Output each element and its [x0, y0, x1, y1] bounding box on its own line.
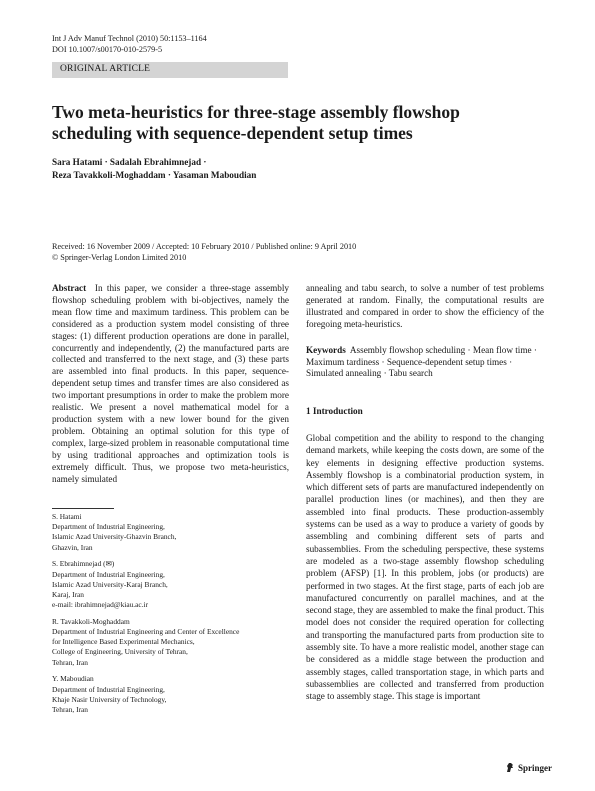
keywords-label: Keywords — [306, 344, 346, 355]
affiliation-line: Department of Industrial Engineering and Center of Excellence — [52, 627, 240, 637]
affiliation-hatami — [52, 512, 289, 553]
journal-reference — [52, 33, 207, 55]
footnote-divider — [52, 508, 114, 509]
affiliation-line: for Intelligence Based Experimental Mechanics, — [52, 637, 195, 647]
affiliation-tavakkoli — [52, 617, 289, 668]
right-column — [306, 283, 544, 380]
affiliation-name: Y. Maboudian — [52, 674, 94, 684]
affiliation-name: S. Ebrahimnejad (✉) — [52, 559, 115, 569]
affiliation-maboudian — [52, 674, 289, 715]
affiliation-email[interactable]: e-mail: ibrahimnejad@kiau.ac.ir — [52, 600, 149, 610]
affiliation-name: R. Tavakkoli-Moghaddam — [52, 616, 130, 626]
affiliation-line: Tehran, Iran — [52, 704, 89, 714]
keywords-text: Assembly flowshop scheduling · Mean flow time · Maximum tardiness · Sequence-dependent setup times · Simulated annealing · Tabu search — [306, 344, 537, 379]
author-line-2: Reza Tavakkoli-Moghaddam · Yasaman Maboudian — [52, 170, 257, 180]
section-heading-introduction: 1 Introduction — [306, 406, 363, 416]
author-list — [52, 156, 256, 182]
keywords — [306, 345, 544, 381]
affiliation-line: Ghazvin, Iran — [52, 542, 93, 552]
article-type-banner — [52, 62, 288, 78]
affiliation-line: Khaje Nasir University of Technology, — [52, 694, 167, 704]
article-type-label: ORIGINAL ARTICLE — [60, 64, 151, 74]
affiliation-ebrahimnejad — [52, 559, 289, 610]
doi: DOI 10.1007/s00170-010-2579-5 — [52, 45, 163, 54]
author-line-1: Sara Hatami · Sadalah Ebrahimnejad · — [52, 157, 207, 167]
affiliation-line: Islamic Azad University-Karaj Branch, — [52, 579, 168, 589]
paper-title: Two meta-heuristics for three-stage assembly flowshop scheduling with sequence-dependent setup times — [52, 102, 460, 143]
publication-dates — [52, 241, 356, 263]
affiliation-line: Department of Industrial Engineering, — [52, 684, 165, 694]
affiliations — [52, 512, 289, 722]
affiliation-name: S. Hatami — [52, 512, 82, 521]
affiliation-line: Department of Industrial Engineering, — [52, 522, 165, 532]
publisher-name: Springer — [518, 762, 553, 773]
introduction-text: Global competition and the ability to respond to the changing demand markets, while keeping the costs down, are some of the key elements in designing effective production systems. Assembly flowshop is a combinatorial production system, in which different sets of parts are manufactured independently on parallel production lines (or machines), and then they are assembled into final products. These production-assembly systems can be used as a way to produce a variety of goods by assembling and combining different sets of parts and subassemblies. From the scheduling perspective, these systems are modeled as a two-stage assembly flowshop scheduling problem (AFSP) [1]. In this problem, jobs (or products) are performed in two stages. At the first stage, parts of each job are manufactured concurrently on parallel machines, and at the second stage, they are assembled to make the final product. This model does not consider the required operation for collecting and transporting the manufactured parts from production site to assembly site. To have a more realistic model, another stage can be considered as a middle stage between the production and assembly stages, called transportation stage, in which parts and subassemblies are collected and transferred from production stage to assembly stage. This stage is important — [306, 433, 544, 702]
horse-icon — [505, 762, 515, 773]
affiliation-line: Karaj, Iran — [52, 589, 85, 599]
received-accepted-dates: Received: 16 November 2009 / Accepted: 10 February 2010 / Published online: 9 April 2010 — [52, 242, 357, 251]
abstract — [52, 283, 289, 485]
publisher-logo — [505, 762, 552, 773]
abstract-label: Abstract — [52, 283, 87, 293]
affiliation-line: Tehran, Iran — [52, 657, 89, 667]
copyright-notice: © Springer-Verlag London Limited 2010 — [52, 253, 187, 262]
journal-citation: Int J Adv Manuf Technol (2010) 50:1153–1164 — [52, 34, 207, 43]
abstract-text: In this paper, we consider a three-stage assembly flowshop scheduling problem with bi-objectives, namely the mean flow time and maximum tardiness. This problem can be considered as a production system model consisting of three stages: (1) different production operations are done in parallel, concurrently and independently, (2) the manufactured parts are collected and transferred to the next stage, and (3) these parts are assembled into final products. In this paper, sequence-dependent setup times and transfer times are also considered as two important presumptions in order to make the problem more realistic. We present a novel mathematical model for a production system with a new lower bound for the given problem. Obtaining an optimal solution for this type of complex, large-sized problem in reasonable computational time by using traditional approaches and optimization tools is extremely difficult. Thus, we propose two meta-heuristics, namely simulated — [52, 283, 290, 484]
affiliation-line: Department of Industrial Engineering, — [52, 569, 165, 579]
left-column — [52, 283, 289, 485]
affiliation-line: College of Engineering, University of Tehran, — [52, 647, 188, 657]
abstract-continued: annealing and tabu search, to solve a number of test problems generated at random. Finally, the computational results are illustrated and compared in order to show the efficiency of the foregoing meta-heuristics. — [306, 283, 544, 329]
affiliation-line: Islamic Azad University-Ghazvin Branch, — [52, 532, 177, 542]
